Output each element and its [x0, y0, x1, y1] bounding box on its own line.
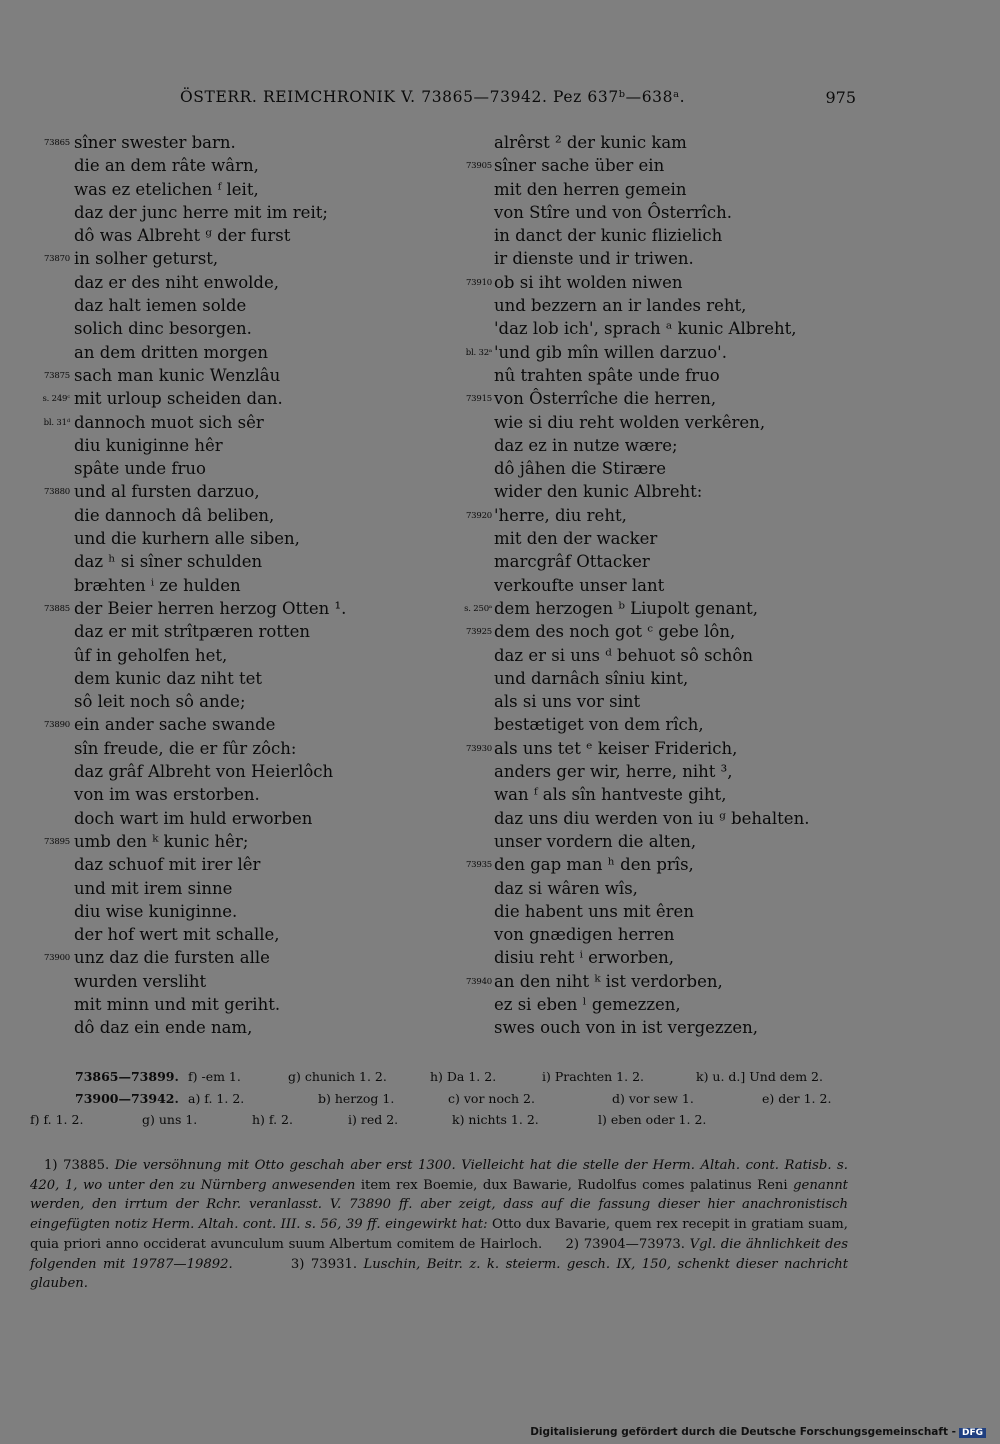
variant-notes-row — [30, 1088, 850, 1110]
verse-line — [30, 411, 460, 434]
verse-line — [30, 783, 460, 806]
verse-text: disiu reht ⁱ erworben, — [494, 948, 674, 968]
verse-number: 73875 — [43, 370, 70, 381]
verse-text: sîn freude, die er fûr zôch: — [74, 738, 297, 758]
verse-line — [30, 690, 460, 713]
verse-line — [452, 970, 872, 993]
verse-text: sô leit noch sô ande; — [74, 692, 246, 712]
verse-text: dem des noch got ᶜ gebe lôn, — [494, 622, 736, 642]
variant-notes-row — [30, 1066, 850, 1088]
verse-text: 'und gib mîn willen darzuo'. — [494, 342, 727, 362]
verse-text: mit den herren gemein — [494, 179, 687, 199]
verse-text: daz schuof mit irer lêr — [74, 855, 261, 875]
verse-line — [452, 877, 872, 900]
verse-text: dem herzogen ᵇ Liupolt genant, — [494, 598, 758, 618]
verse-text: solich dinc besorgen. — [74, 319, 252, 339]
footnote-text: genannt werden, den irrtum der Rchr. veranlasst. V. 73890 ff. aber zeigt, dass auf die fassung dieser hier anachronistisch eingefügten notiz Herm. Altah. cont. III. s. 56, 39 ff. eingewirkt hat: — [30, 1177, 848, 1233]
verse-line — [30, 178, 460, 201]
verse-text: ir dienste und ir triwen. — [494, 249, 694, 269]
verse-line — [30, 1016, 460, 1039]
verse-line — [30, 737, 460, 760]
verse-line — [30, 317, 460, 340]
verse-line — [452, 807, 872, 830]
verse-text: daz ez in nutze wære; — [494, 435, 678, 455]
verse-text: ez si eben ˡ gemezzen, — [494, 994, 681, 1014]
verse-line — [30, 993, 460, 1016]
verse-text: der hof wert mit schalle, — [74, 925, 280, 945]
variant-note: d) vor sew 1. — [612, 1091, 694, 1106]
variant-notes — [30, 1066, 850, 1130]
verse-text: die habent uns mit êren — [494, 901, 694, 921]
verse-text: mit minn und mit geriht. — [74, 994, 281, 1014]
verse-text: alrêrst ² der kunic kam — [494, 133, 687, 152]
verse-line — [30, 247, 460, 270]
verse-text: dem kunic daz niht tet — [74, 668, 263, 688]
variant-note: a) f. 1. 2. — [188, 1091, 245, 1106]
verse-line — [452, 178, 872, 201]
verse-number: 73905 — [465, 161, 492, 172]
verse-line — [30, 877, 460, 900]
verse-text: der Beier herren herzog Otten ¹. — [74, 598, 347, 618]
verse-text: wan ᶠ als sîn hantveste giht, — [494, 785, 727, 805]
verse-text: diu kuniginne hêr — [74, 435, 223, 455]
verse-text: diu wise kuniginne. — [74, 901, 238, 921]
variant-notes-row — [30, 1110, 850, 1130]
verse-line — [452, 457, 872, 480]
running-title: ÖSTERR. REIMCHRONIK V. 73865—73942. Pez 637ᵇ—638ᵃ. — [180, 88, 686, 106]
verse-line — [452, 690, 872, 713]
verse-line — [452, 527, 872, 550]
verse-text: dô jâhen die Stirære — [494, 459, 667, 479]
verse-number: 73870 — [43, 254, 70, 265]
verse-number: s. 250ᵃ — [464, 603, 492, 614]
verse-line — [30, 224, 460, 247]
verse-text: als uns tet ᵉ keiser Friderich, — [494, 738, 738, 758]
verse-number: 73900 — [43, 953, 70, 964]
verse-line — [452, 900, 872, 923]
verse-text: den gap man ʰ den prîs, — [494, 855, 694, 875]
footnote-text: Luschin, Beitr. z. k. steierm. gesch. IX, 150, schenkt dieser nachricht glauben. — [30, 1256, 848, 1292]
verse-text: von im was erstorben. — [74, 785, 260, 805]
verse-text: und die kurhern alle siben, — [74, 529, 300, 549]
verse-column-left — [30, 131, 460, 1040]
verse-number: 73915 — [465, 394, 492, 405]
verse-text: unser vordern die alten, — [494, 831, 697, 851]
verse-text: daz ʰ si sîner schulden — [74, 552, 263, 572]
footnote-quote: Otto dux Bavarie, quem rex recepit in gratiam suam, quia priori anno occiderat avunculum suum Albertum comitem de Hairloch. — [30, 1217, 848, 1252]
verse-text: dannoch muot sich sêr — [74, 412, 264, 432]
verse-line — [452, 411, 872, 434]
verse-line — [30, 341, 460, 364]
verse-text: dô daz ein ende nam, — [74, 1018, 253, 1038]
footnotes — [30, 1156, 848, 1294]
verse-column-right — [452, 131, 872, 1040]
verse-line — [30, 527, 460, 550]
verse-text: ob si iht wolden niwen — [494, 272, 683, 292]
verse-line — [452, 597, 872, 620]
variant-note: i) Prachten 1. 2. — [542, 1069, 645, 1084]
verse-number: 73935 — [465, 860, 492, 871]
verse-number: 73890 — [43, 720, 70, 731]
verse-text: daz uns diu werden von iu ᵍ behalten. — [494, 808, 810, 828]
footnote-text: Vgl. die ähnlichkeit des folgenden mit 19787—19892. — [30, 1236, 848, 1272]
verse-text: umb den ᵏ kunic hêr; — [74, 831, 249, 851]
verse-line — [30, 364, 460, 387]
verse-number: s. 249ᶜ — [42, 394, 70, 405]
verse-text: anders ger wir, herre, niht ³, — [494, 762, 733, 782]
verse-text: daz er des niht enwolde, — [74, 272, 279, 292]
verse-text: mit urloup scheiden dan. — [74, 389, 283, 409]
verse-number: 73865 — [43, 138, 70, 148]
verse-line — [30, 550, 460, 573]
verse-line — [452, 783, 872, 806]
variant-note: h) Da 1. 2. — [430, 1069, 497, 1084]
verse-line — [452, 364, 872, 387]
dfg-logo: DFG — [959, 1428, 986, 1438]
variant-note: k) u. d.] Und dem 2. — [696, 1069, 823, 1084]
verse-line — [30, 923, 460, 946]
verse-line — [30, 387, 460, 410]
verse-line — [452, 760, 872, 783]
verse-line — [452, 317, 872, 340]
verse-text: swes ouch von in ist vergezzen, — [494, 1018, 758, 1038]
verse-line — [452, 644, 872, 667]
footnote-ref: 1) 73885. — [44, 1158, 110, 1173]
verse-text: und al fursten darzuo, — [74, 482, 260, 502]
verse-text: daz der junc herre mit im reit; — [74, 202, 328, 222]
verse-line — [30, 457, 460, 480]
verse-text: marcgrâf Ottacker — [494, 552, 650, 572]
verse-text: sîner swester barn. — [74, 133, 236, 152]
variant-note: l) eben oder 1. 2. — [598, 1112, 707, 1127]
verse-text: von Ôsterrîche die herren, — [494, 389, 717, 409]
verse-line — [30, 713, 460, 736]
verse-line — [452, 993, 872, 1016]
verse-text: verkoufte unser lant — [494, 575, 665, 595]
verse-text: von gnædigen herren — [494, 925, 675, 945]
variant-note: f) -em 1. — [188, 1069, 241, 1084]
verse-line — [452, 574, 872, 597]
verse-text: daz grâf Albreht von Heierlôch — [74, 762, 334, 782]
verse-line — [452, 387, 872, 410]
verse-number: bl. 32ᵃ — [465, 347, 492, 358]
page-header — [0, 88, 1000, 114]
verse-line — [30, 760, 460, 783]
verse-line — [452, 154, 872, 177]
verse-line — [30, 830, 460, 853]
variant-note: f) f. 1. 2. — [30, 1112, 84, 1127]
verse-number: 73930 — [465, 743, 492, 754]
verse-line — [30, 480, 460, 503]
verse-text: daz er si uns ᵈ behuot sô schôn — [494, 645, 753, 665]
verse-text: mit den der wacker — [494, 529, 658, 549]
variant-note: h) f. 2. — [252, 1112, 293, 1127]
verse-text: und bezzern an ir landes reht, — [494, 296, 747, 316]
variant-note: e) der 1. 2. — [762, 1091, 832, 1106]
funding-notice — [530, 1426, 986, 1438]
verse-line — [452, 1016, 872, 1039]
variant-note: g) chunich 1. 2. — [288, 1069, 387, 1084]
verse-text: die an dem râte wârn, — [74, 156, 259, 176]
verse-line — [452, 224, 872, 247]
verse-text: wie si diu reht wolden verkêren, — [494, 412, 766, 432]
variant-note: b) herzog 1. — [318, 1091, 395, 1106]
verse-line — [30, 667, 460, 690]
verse-line — [452, 434, 872, 457]
verse-line — [30, 853, 460, 876]
verse-text: dô was Albreht ᵍ der furst — [74, 226, 291, 246]
verse-number: 73920 — [465, 510, 492, 521]
verse-text: sach man kunic Wenzlâu — [74, 365, 281, 385]
verse-text: bræhten ⁱ ze hulden — [74, 575, 241, 595]
verse-text: die dannoch dâ beliben, — [74, 505, 275, 525]
verse-line — [452, 830, 872, 853]
verse-line — [452, 550, 872, 573]
verse-line — [452, 480, 872, 503]
verse-line — [452, 923, 872, 946]
verse-text: wurden versliht — [74, 971, 207, 991]
verse-text: 'daz lob ich', sprach ᵃ kunic Albreht, — [494, 319, 797, 339]
verse-number: 73925 — [465, 627, 492, 638]
verse-number: 73940 — [465, 976, 492, 987]
verse-line — [452, 247, 872, 270]
verse-number: 73895 — [43, 836, 70, 847]
footnote-quote: item rex Boemie, dux Bawarie, Rudolfus comes palatinus Reni — [360, 1177, 788, 1193]
verse-line — [452, 201, 872, 224]
verse-line — [30, 131, 460, 154]
verse-line — [452, 667, 872, 690]
verse-text: in solher geturst, — [74, 249, 219, 269]
verse-text: daz er mit strîtpæren rotten — [74, 622, 310, 642]
verse-line — [452, 131, 872, 154]
verse-line — [30, 946, 460, 969]
verse-number: bl. 31ᵈ — [43, 417, 70, 428]
verse-text: als si uns vor sint — [494, 692, 641, 712]
verse-line — [452, 271, 872, 294]
verse-text: doch wart im huld erworben — [74, 808, 313, 828]
verse-text: ein ander sache swande — [74, 715, 276, 735]
verse-text: wider den kunic Albreht: — [494, 482, 703, 502]
verse-text: sîner sache über ein — [494, 156, 665, 176]
variant-note: c) vor noch 2. — [448, 1091, 535, 1106]
verse-number: 73880 — [43, 487, 70, 498]
verse-text: in danct der kunic flizielich — [494, 226, 723, 246]
verse-number: 73885 — [43, 603, 70, 614]
verse-line — [30, 271, 460, 294]
verse-text: ûf in geholfen het, — [74, 645, 228, 665]
verse-text: an dem dritten morgen — [74, 342, 268, 362]
verse-line — [30, 574, 460, 597]
variant-note: i) red 2. — [348, 1112, 399, 1127]
verse-line — [30, 597, 460, 620]
verse-line — [30, 900, 460, 923]
verse-text: von Stîre und von Ôsterrîch. — [494, 202, 732, 222]
verse-text: unz daz die fursten alle — [74, 948, 270, 968]
verse-line — [452, 294, 872, 317]
verse-line — [452, 737, 872, 760]
verse-number: 73910 — [465, 277, 492, 288]
verse-line — [30, 970, 460, 993]
variant-note: k) nichts 1. 2. — [452, 1112, 539, 1127]
verse-line — [30, 294, 460, 317]
verse-text: daz si wâren wîs, — [494, 878, 638, 898]
verse-text: 'herre, diu reht, — [494, 505, 627, 525]
verse-text: nû trahten spâte unde fruo — [494, 365, 720, 385]
verse-text: und mit irem sinne — [74, 878, 233, 898]
verse-text: was ez etelichen ᶠ leit, — [74, 179, 259, 199]
verse-line — [30, 644, 460, 667]
verse-line — [30, 504, 460, 527]
verse-line — [452, 620, 872, 643]
verse-line — [30, 807, 460, 830]
footnote-text: Die versöhnung mit Otto geschah aber erst 1300. Vielleicht hat die stelle der Herm. Altah. cont. Ratisb. s. 420, 1, wo unter den zu Nürnberg anwesenden — [30, 1158, 849, 1193]
page-number: 975 — [825, 88, 856, 107]
verse-line — [452, 504, 872, 527]
footnote-ref: 2) 73904—73973. — [565, 1236, 685, 1252]
verse-line — [452, 713, 872, 736]
verse-line — [30, 154, 460, 177]
verse-line — [452, 853, 872, 876]
verse-line — [30, 620, 460, 643]
verse-text: und darnâch sîniu kint, — [494, 668, 689, 688]
variant-note: g) uns 1. — [142, 1112, 198, 1127]
verse-text: bestætiget von dem rîch, — [494, 715, 704, 735]
verse-line — [30, 201, 460, 224]
funding-text: Digitalisierung gefördert durch die Deutsche Forschungsgemeinschaft - — [530, 1426, 956, 1438]
variant-range: 73900—73942. — [75, 1091, 179, 1106]
verse-line — [452, 946, 872, 969]
verse-text: daz halt iemen solde — [74, 296, 247, 316]
verse-line — [30, 434, 460, 457]
verse-text: an den niht ᵏ ist verdorben, — [494, 971, 723, 991]
verse-text: spâte unde fruo — [74, 459, 206, 479]
variant-range: 73865—73899. — [75, 1069, 179, 1084]
footnote-ref: 3) 73931. — [290, 1256, 358, 1272]
verse-line — [452, 341, 872, 364]
footnote — [30, 1156, 848, 1294]
